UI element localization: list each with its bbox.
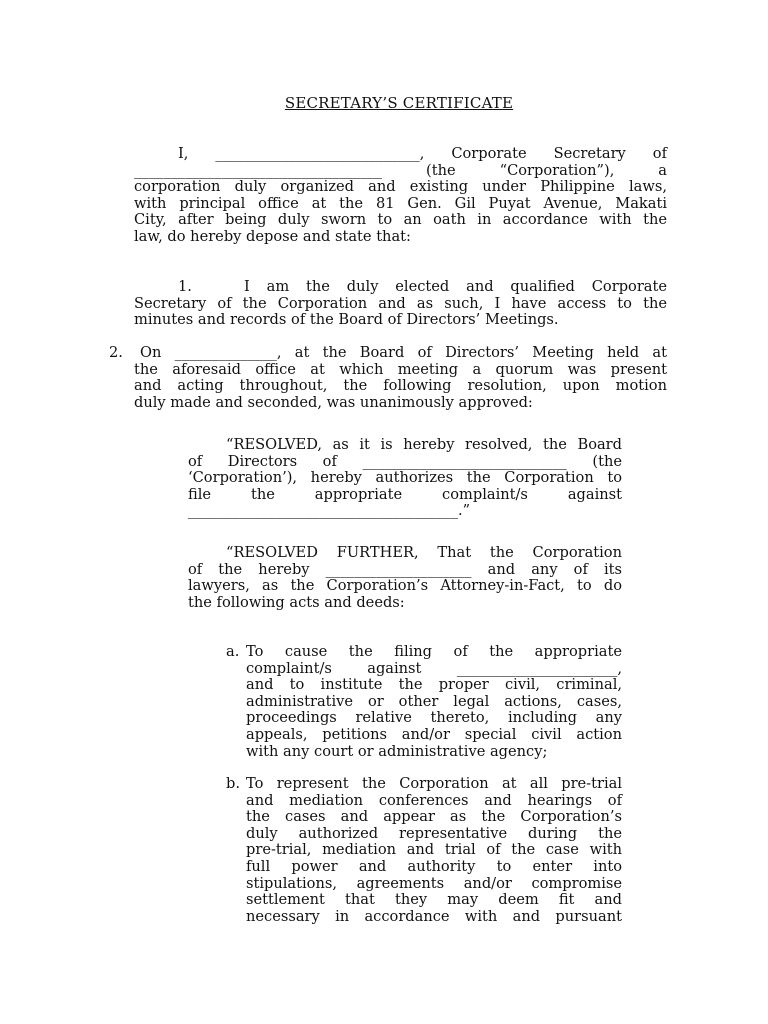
resolution-paragraph-2 <box>188 545 622 611</box>
item-2-line: On ______________, at the Board of Directors’ Meeting held at <box>140 344 667 361</box>
item-a-line: proceedings relative thereto, including any <box>246 709 622 727</box>
resolution-line: “RESOLVED FURTHER, That the Corporation <box>226 544 622 561</box>
resolution-line: ‘Corporation’), hereby authorizes the Corporation to <box>188 469 622 487</box>
resolution-line: _____________________________________.” <box>188 502 471 520</box>
item-b-line: stipulations, agreements and/or compromise <box>246 874 622 892</box>
item-2-number: 2. <box>109 344 123 361</box>
item-b-line: the cases and appear as the Corporation’s <box>246 808 622 826</box>
item-1-line: I am the duly elected and qualified Corporate <box>244 278 667 295</box>
item-2-line: and acting throughout, the following resolution, upon motion <box>134 377 667 395</box>
item-b-line: To represent the Corporation at all pre-trial <box>246 775 622 792</box>
intro-line: City, after being duly sworn to an oath in accordance with the <box>134 211 667 229</box>
item-2-line: the aforesaid office at which meeting a quorum was present <box>134 360 667 378</box>
item-b-line: settlement that they may deem fit and <box>246 891 622 909</box>
resolution-line: of the hereby ____________________ and any of its <box>188 560 622 578</box>
resolution-line: lawyers, as the Corporation’s Attorney-in-Fact, to do <box>188 577 622 595</box>
item-a-line: and to institute the proper civil, criminal, <box>246 676 622 694</box>
item-b-line: necessary in accordance with and pursuant <box>246 907 622 925</box>
item-a-paragraph <box>246 644 622 760</box>
item-a-letter: a. <box>226 643 240 660</box>
resolution-line: the following acts and deeds: <box>188 593 405 611</box>
document-title: SECRETARY’S CERTIFICATE <box>284 94 514 112</box>
intro-line: __________________________________ (the “Corporation”), a <box>134 161 667 179</box>
item-b-line: duly authorized representative during the <box>246 824 622 842</box>
item-1-number: 1. <box>178 278 192 295</box>
item-b-line: and mediation conferences and hearings of <box>246 791 622 809</box>
intro-line: I, ____________________________, Corporate Secretary of <box>178 145 667 162</box>
item-1-paragraph <box>134 279 667 329</box>
item-a-line: complaint/s against ______________________, <box>246 659 622 677</box>
item-b-line: pre-trial, mediation and trial of the case with <box>246 841 622 859</box>
intro-line: law, do hereby depose and state that: <box>134 227 411 245</box>
item-b-line: full power and authority to enter into <box>246 857 622 875</box>
item-b-letter: b. <box>226 775 240 792</box>
item-2-line: duly made and seconded, was unanimously approved: <box>134 393 533 411</box>
item-a-line: appeals, petitions and/or special civil action <box>246 725 622 743</box>
intro-line: corporation duly organized and existing under Philippine laws, <box>134 178 667 196</box>
intro-line: with principal office at the 81 Gen. Gil Puyat Avenue, Makati <box>134 194 667 212</box>
resolution-line: “RESOLVED, as it is hereby resolved, the Board <box>226 436 622 453</box>
item-1-line: Secretary of the Corporation and as such, I have access to the <box>134 294 667 312</box>
resolution-line: file the appropriate complaint/s against <box>188 485 622 503</box>
resolution-line: of Directors of ____________________________ (the <box>188 452 622 470</box>
item-a-line: To cause the filing of the appropriate <box>246 643 622 660</box>
item-b-paragraph <box>246 776 622 925</box>
item-1-line: minutes and records of the Board of Directors’ Meetings. <box>134 311 559 329</box>
item-a-line: with any court or administrative agency; <box>246 742 548 760</box>
item-2-paragraph <box>134 345 667 411</box>
intro-paragraph <box>134 146 667 246</box>
resolution-paragraph-1 <box>188 437 622 520</box>
item-a-line: administrative or other legal actions, cases, <box>246 692 622 710</box>
